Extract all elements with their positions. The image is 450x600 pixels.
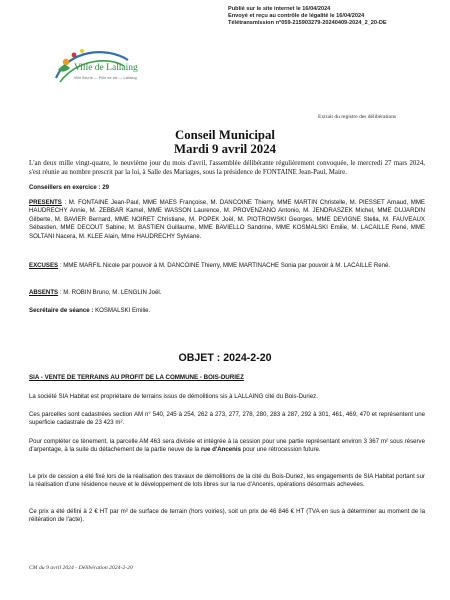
logo-town-name: Ville de Lallaing — [74, 63, 138, 73]
secretary-paragraph — [29, 307, 425, 315]
parcel-463-end: pour une rétrocession future. — [240, 446, 321, 454]
logo-tagline: Ville fleurie — Pôle de vie — Lallaing — [74, 76, 137, 80]
stamp-published-line: Publié sur le site internet le 16/04/2024 — [228, 6, 331, 12]
excuses-label: EXCUSES — [29, 262, 59, 269]
subject-heading: SIA - VENTE DE TERRAINS AU PROFIT DE LA COMMUNE - BOIS-DURIEZ — [29, 374, 244, 381]
intro-paragraph: L'an deux mille vingt-quatre, le neuvième jour du mois d'avril, l'assemblée délibérante régulièrement convoquée, le mercredi 27 mars 2024, s'est réunie au nombre prescrit par la loi, à Salle des Mariages, sous la présidence de FONTAINE Jean-Paul, Maire. — [29, 160, 425, 176]
stamp-transmission-line: Télétransmission n°059-215903279-20240409-2024_2_20-DE — [228, 20, 387, 27]
presents-paragraph — [29, 199, 425, 241]
councillors-count — [29, 184, 425, 192]
paragraph-price: Ce prix a été défini à 2 € HT par m² de surface de terrain (hors voiries), soit un prix de 46 846 € HT (TVA en sus à déterminer au moment de la réitération de l'acte). — [29, 508, 425, 524]
absents-label: ABSENTS — [29, 289, 59, 296]
councillors-value: 29 — [102, 184, 109, 191]
excuses-list: : MME MARFIL Nicole par pouvoir à M. DANCOINE Thierry, MME MARTINACHE Sonia par pouvoir à M. LACAILLE René. — [58, 262, 391, 269]
register-extract-note: Extrait du registre des délibérations — [318, 114, 397, 120]
logo-leaf-green — [58, 65, 70, 71]
logo-dot-red — [72, 53, 77, 58]
absents-list: : M. ROBIN Bruno, M. LENGLIN Joël. — [58, 289, 162, 296]
paragraph-price-history: Le prix de cession a été fixé lors de la réalisation des travaux de démolitions de la cité du Bois-Duriez, les engagements de SIA Habitat portant sur la réalisation d'une résidence neuve et le développement de lots libres sur la rue d'Ancenis, opérations désormais achevées. — [29, 473, 425, 489]
stamp-legality-line: Envoyé et reçu au contrôle de légalité le 16/04/2024 — [228, 13, 365, 20]
rue-ancenis-highlight: rue d'Ancenis — [200, 446, 241, 454]
secretary-label: Secrétaire de séance : — [29, 307, 94, 314]
title-date: Mardi 9 avril 2024 — [173, 142, 276, 156]
logo-dot-yellow — [80, 49, 84, 53]
parcel-463-text: Pour compléter ce tènement, la parcelle AM 463 sera divisée et intégrée à la cession pour une partie représentant environ 3 367 m² sous réserve d'arpentage, à la suite du détachement de la partie neuve de la — [29, 438, 425, 454]
presents-list: : M. FONTAINE Jean-Paul, MME MAES Françoise, M. DANCOINE Thierry, MME MARTIN Christelle, M. PIESSET Arnaud, MME HAUDRECHY Annie, M. ZEBBAR Kamel, MME WASSON Laurence, M. PROVENZANO Antonio, M. JENDRASZEK Michel, MME DUJARDIN Gilberte, M. BAVIER Bernard, MME NOIRET Christiane, M. POPEK Joël, M. PIOTROWSKI Georges, MME DEVIGNE Stella, M. FAUVEAUX Sébastien, MME DECOUT Sabine, M. BASTIEN Guillaume, MME BAVIELLO Sandrine, MME KOSMALSKI Emilie, M. LACAILLE René, MME SOLTANI Nacera, M. KLEE Alain, Mme HAUDRECHY Sylviane. — [29, 199, 425, 240]
logo-dot-orange — [63, 59, 69, 65]
document-title — [0, 128, 450, 156]
paragraph-parcel-463 — [29, 438, 425, 455]
excuses-paragraph — [29, 262, 425, 270]
publication-stamp — [228, 6, 387, 28]
objet-heading: OBJET : 2024-2-20 — [178, 352, 272, 364]
paragraph-ownership: La société SIA Habitat est propriétaire de terrains issus de démolitions sis à LALLAING cité du Bois-Duriez. — [29, 393, 318, 400]
paragraph-parcels: Ces parcelles sont cadastrées section AM n° 540, 245 à 254, 262 à 273, 277, 278, 280, 283 à 287, 292 à 301, 461, 469, 470 et représentent une superficie cadastrale de 23 423 m². — [29, 411, 425, 427]
councillors-label: Conseillers en exercice : — [29, 184, 101, 191]
page-footer: CM du 9 avril 2024 - Délibération 2024-2-20 — [29, 565, 133, 571]
presents-label: PRESENTS — [29, 199, 62, 206]
secretary-name: KOSMALSKI Emilie. — [93, 307, 151, 314]
title-council: Conseil Municipal — [175, 128, 275, 142]
absents-paragraph — [29, 289, 425, 297]
